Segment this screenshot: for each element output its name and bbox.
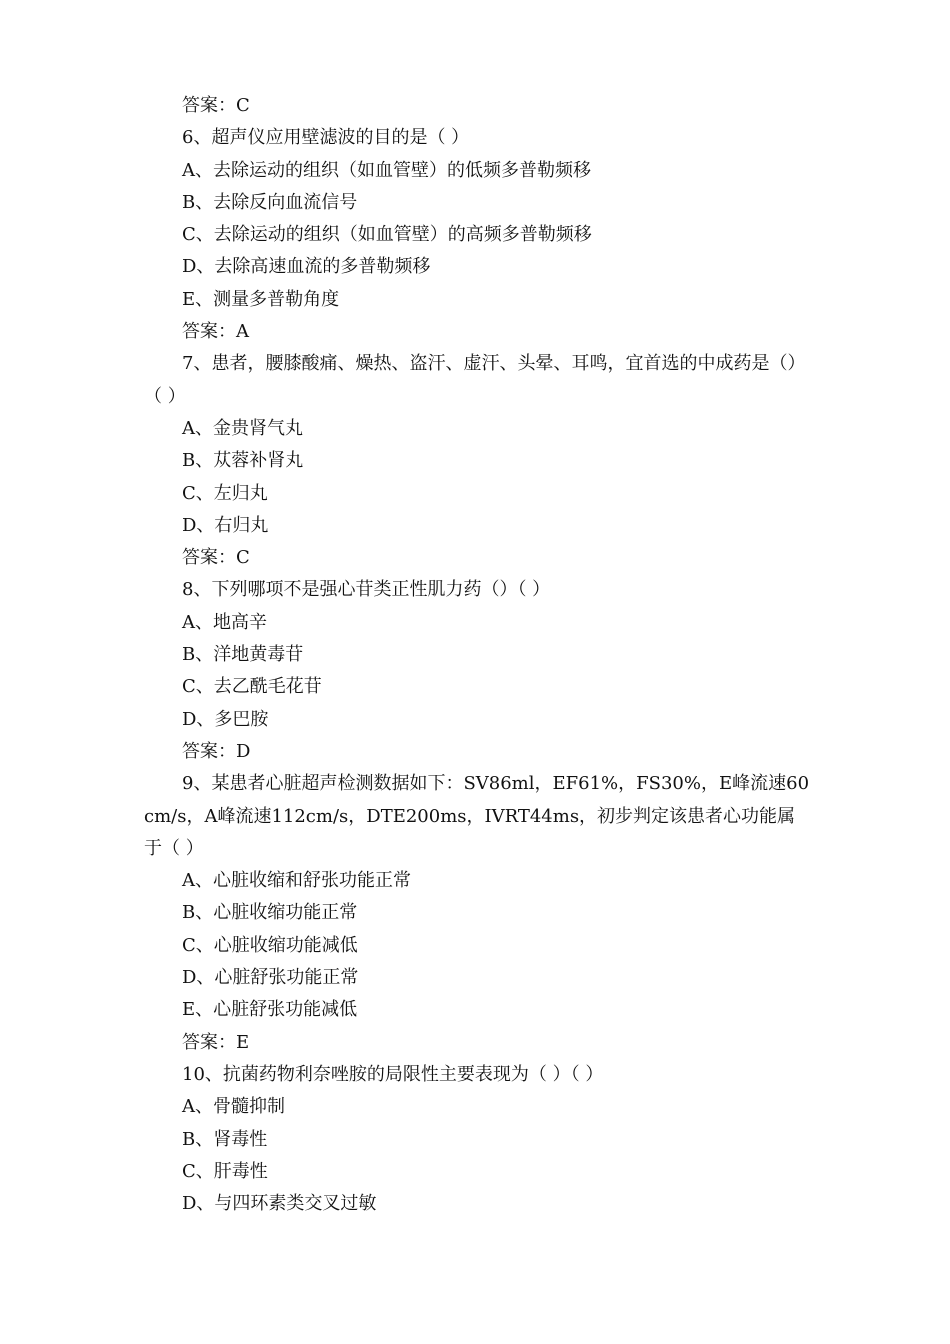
option-line: A、地高辛 bbox=[182, 611, 267, 633]
answer-line: 答案：C bbox=[182, 547, 250, 569]
question-line: 10、抗菌药物利奈唑胺的局限性主要表现为（ ）（ ） bbox=[182, 1063, 604, 1085]
option-line: B、苁蓉补肾丸 bbox=[182, 450, 304, 472]
option-line: B、洋地黄毒苷 bbox=[182, 644, 304, 666]
answer-line: 答案：E bbox=[182, 1031, 250, 1053]
question-line: 6、超声仪应用壁滤波的目的是（ ） bbox=[182, 127, 470, 149]
option-line: D、右归丸 bbox=[182, 514, 269, 536]
option-line: A、心脏收缩和舒张功能正常 bbox=[182, 870, 411, 892]
option-line: A、金贵肾气丸 bbox=[182, 417, 303, 439]
option-line: C、去乙酰毛花苷 bbox=[182, 676, 322, 698]
option-line: B、心脏收缩功能正常 bbox=[182, 902, 358, 924]
answer-line: 答案：D bbox=[182, 740, 251, 762]
option-line: C、去除运动的组织（如血管壁）的高频多普勒频移 bbox=[182, 224, 592, 246]
option-line: A、去除运动的组织（如血管壁）的低频多普勒频移 bbox=[182, 159, 591, 181]
option-line: E、测量多普勒角度 bbox=[182, 288, 340, 310]
option-line: B、去除反向血流信号 bbox=[182, 191, 358, 213]
question-line: 7、患者，腰膝酸痛、燥热、盗汗、虚汗、头晕、耳鸣，宜首选的中成药是（）（ ） bbox=[144, 353, 806, 407]
answer-line: 答案：A bbox=[182, 321, 249, 343]
option-line: D、去除高速血流的多普勒频移 bbox=[182, 256, 431, 278]
question-line: 8、下列哪项不是强心苷类正性肌力药（）（ ） bbox=[182, 579, 551, 601]
option-line: A、骨髓抑制 bbox=[182, 1096, 285, 1118]
option-line: D、多巴胺 bbox=[182, 708, 269, 730]
option-line: D、与四环素类交叉过敏 bbox=[182, 1193, 377, 1215]
question-line: 9、某患者心脏超声检测数据如下：SV86ml，EF61%，FS30%，E峰流速60cm/s，A峰流速112cm/s，DTE200ms，IVRT44ms，初步判定该患者心功能属于（ ） bbox=[144, 773, 810, 859]
document-body bbox=[144, 90, 810, 1220]
option-line: E、心脏舒张功能减低 bbox=[182, 999, 358, 1021]
option-line: C、心脏收缩功能减低 bbox=[182, 934, 358, 956]
answer-line: 答案：C bbox=[182, 95, 250, 116]
option-line: B、肾毒性 bbox=[182, 1128, 268, 1150]
option-line: C、肝毒性 bbox=[182, 1160, 268, 1182]
option-line: D、心脏舒张功能正常 bbox=[182, 967, 359, 989]
option-line: C、左归丸 bbox=[182, 482, 268, 504]
